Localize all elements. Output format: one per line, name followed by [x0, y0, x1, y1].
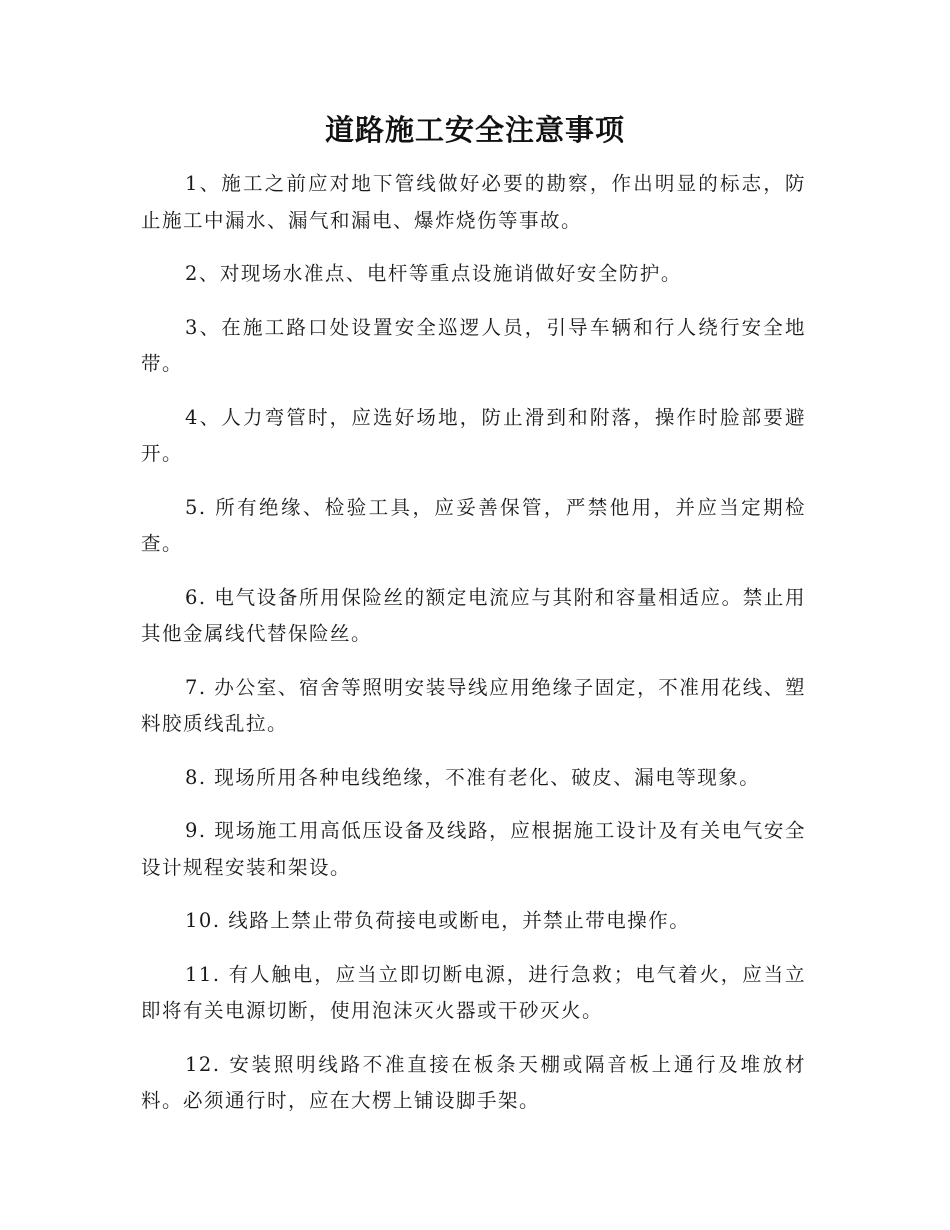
paragraph-1: 1、施工之前应对地下管线做好必要的勘察，作出明显的标志，防止施工中漏水、漏气和漏电、爆炸烧伤等事故。 — [141, 172, 806, 232]
paragraph-5: 5. 所有绝缘、检验工具，应妥善保管，严禁他用，并应当定期检查。 — [141, 495, 806, 555]
paragraph-12: 12. 安装照明线路不准直接在板条天棚或隔音板上通行及堆放材料。必须通行时，应在大楞上铺设脚手架。 — [141, 1052, 806, 1112]
paragraph-10: 10. 线路上禁止带负荷接电或断电，并禁止带电操作。 — [185, 909, 691, 932]
document-title: 道路施工安全注意事项 — [324, 113, 625, 147]
paragraph-6: 6. 电气设备所用保险丝的额定电流应与其附和容量相适应。禁止用其他金属线代替保险丝。 — [141, 585, 806, 645]
paragraph-8: 8. 现场所用各种电线绝缘，不准有老化、破皮、漏电等现象。 — [185, 765, 761, 789]
paragraph-9: 9. 现场施工用高低压设备及线路，应根据施工设计及有关电气安全设计规程安装和架设。 — [141, 819, 806, 879]
paragraph-4: 4、人力弯管时，应选好场地，防止滑到和附落，操作时脸部要避开。 — [141, 405, 806, 465]
paragraph-11: 11. 有人触电，应当立即切断电源，进行急救；电气着火，应当立即将有关电源切断，使用泡沫灭火器或干砂灭火。 — [141, 962, 806, 1022]
paragraph-7: 7. 办公室、宿舍等照明安装导线应用绝缘子固定，不准用花线、塑料胶质线乱拉。 — [141, 675, 806, 735]
paragraph-3: 3、在施工路口处设置安全巡逻人员，引导车辆和行人绕行安全地带。 — [141, 315, 806, 375]
document-body — [141, 166, 806, 1137]
paragraph-2: 2、对现场水准点、电杆等重点设施诮做好安全防护。 — [185, 262, 682, 285]
